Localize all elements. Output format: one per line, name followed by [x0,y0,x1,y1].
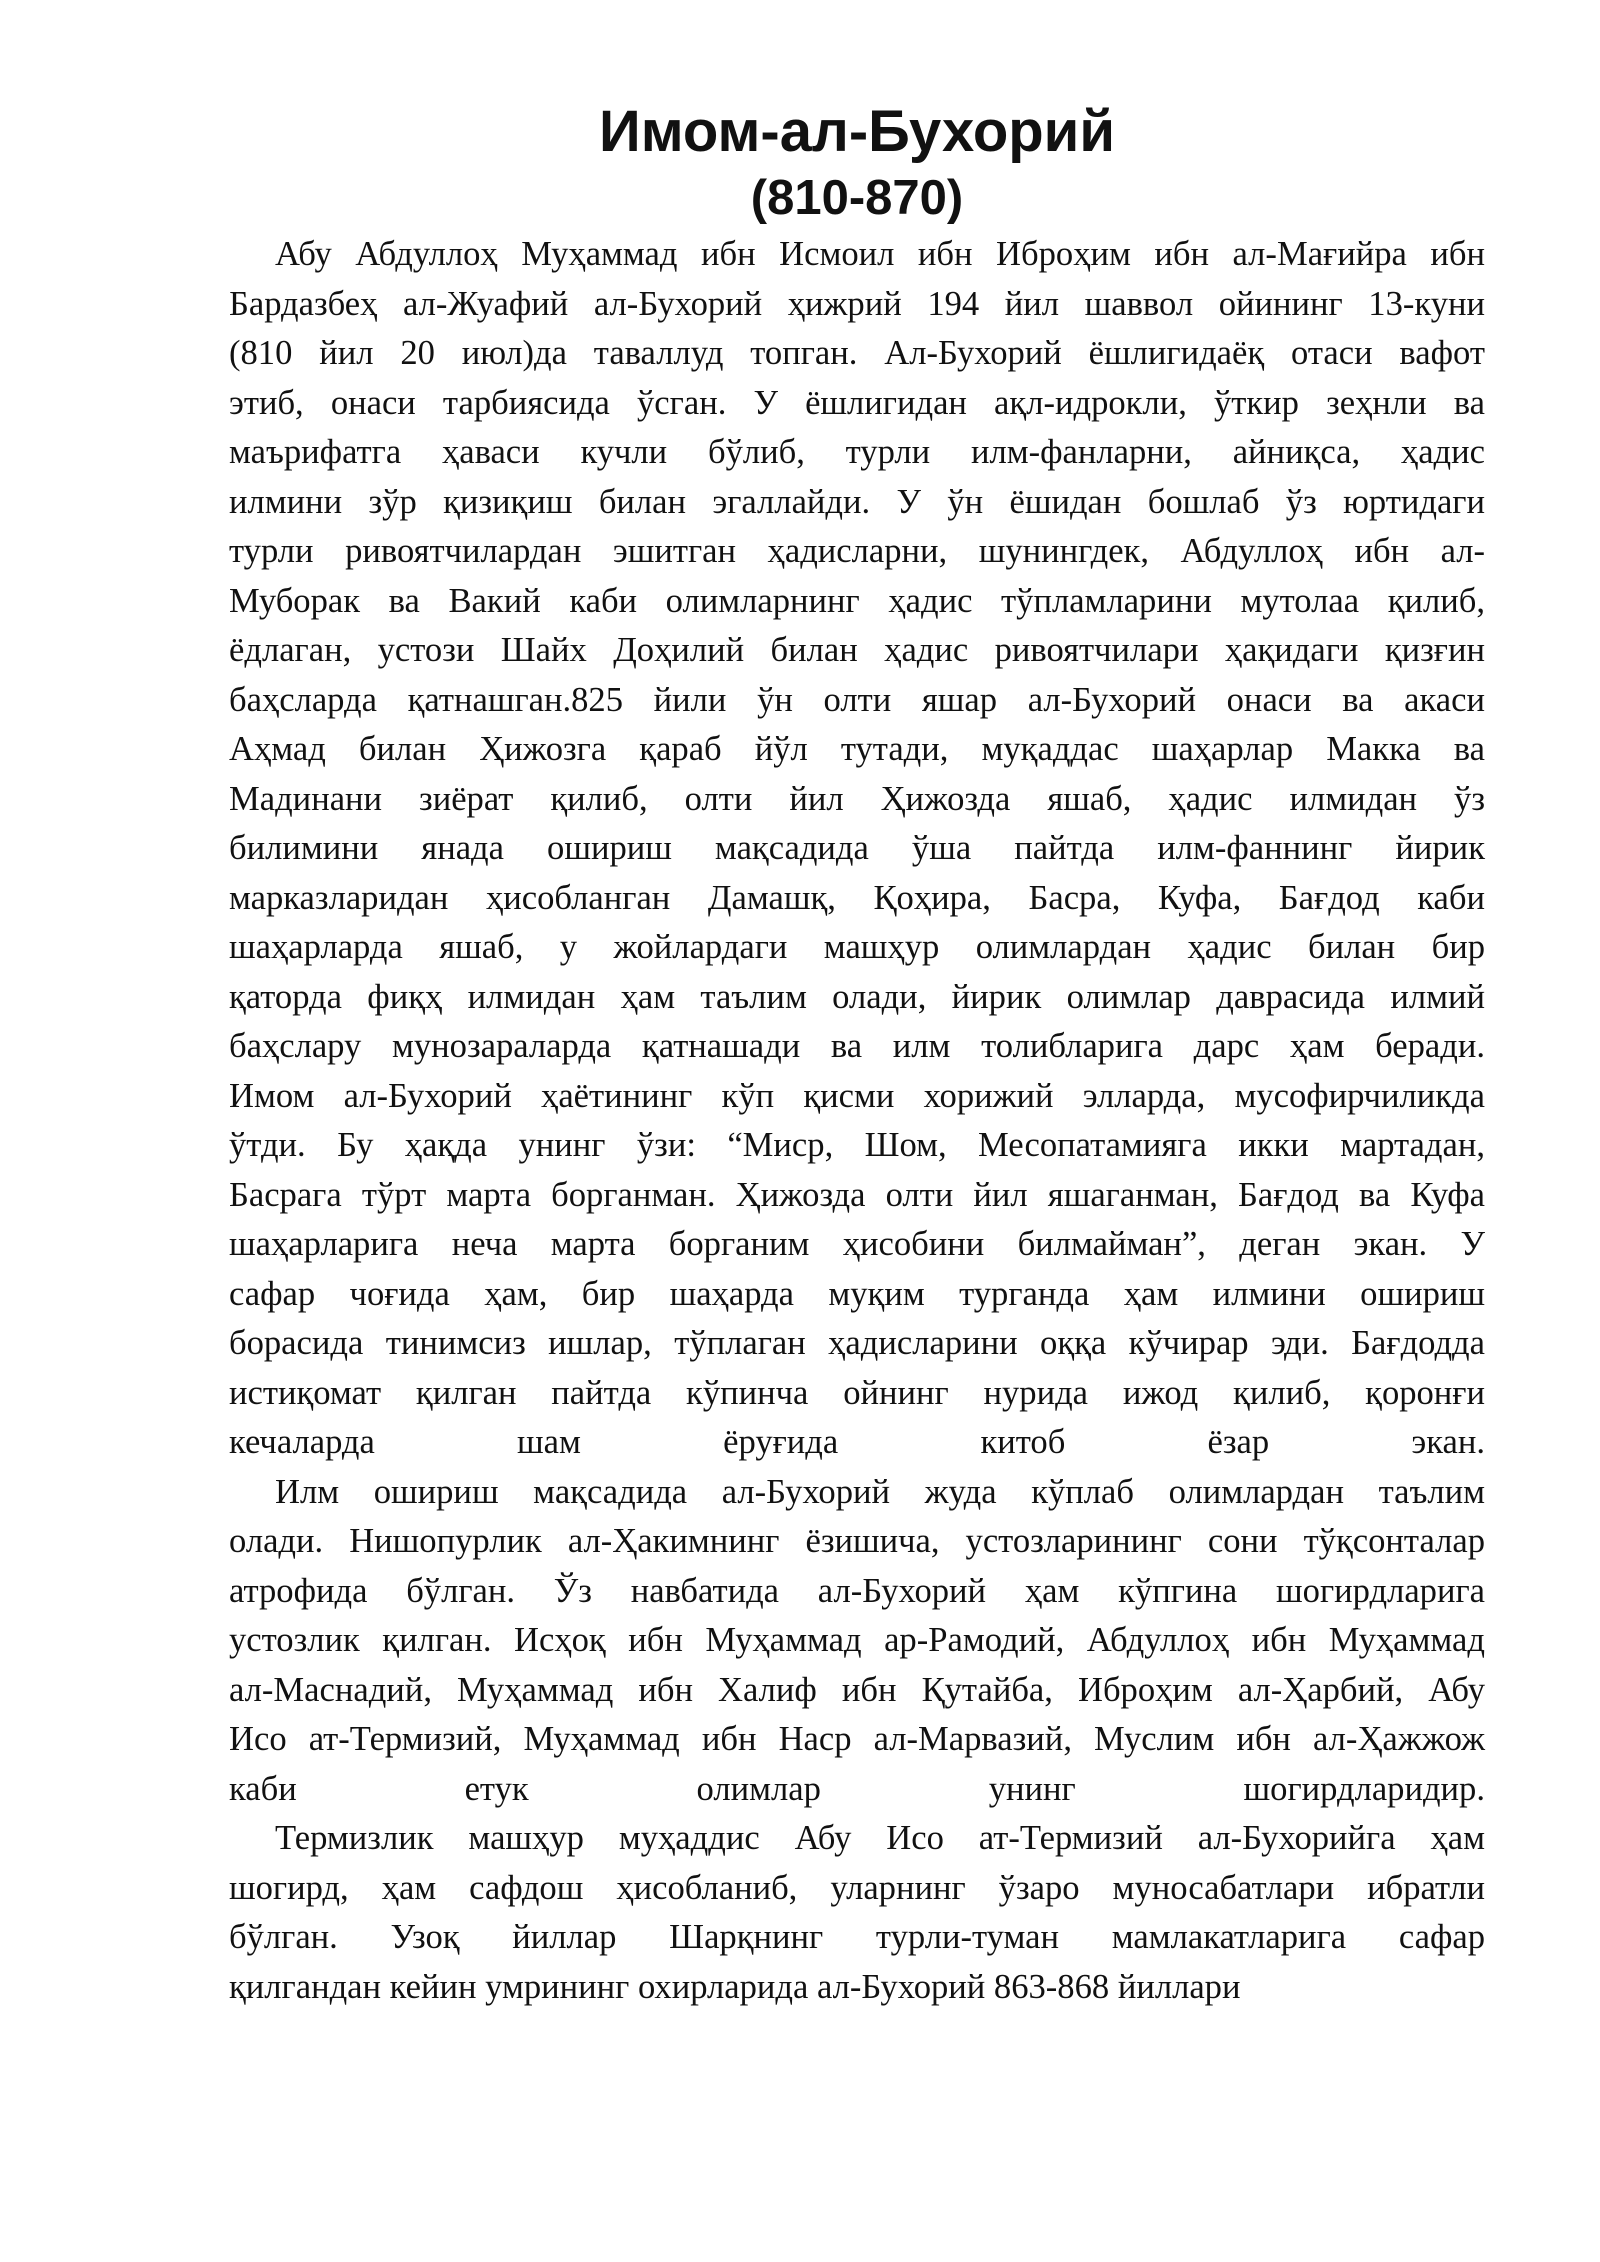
text-line [229,1369,1485,1419]
text-line [229,329,1485,379]
text-line-content: Бардазбеҳ ал-Жуафий ал-Бухорий ҳижрий 194 йил шаввол ойининг 13-куни [229,284,1485,323]
text-line [229,874,1485,924]
text-line [229,1220,1485,1270]
text-line-content: Мадинани зиёрат қилиб, олти йил Ҳижозда яшаб, ҳадис илмидан ўз [229,779,1485,818]
text-line [229,1814,1485,1864]
text-line [229,973,1485,1023]
paragraph [229,230,1485,1468]
text-line [229,1072,1485,1122]
text-line-content: қаторда фиқҳ илмидан ҳам таълим олади, йирик олимлар даврасида илмий [229,977,1485,1016]
text-line [229,1864,1485,1914]
text-line-content: Имом ал-Бухорий ҳаётининг кўп қисми хорижий элларда, мусофирчиликда [229,1076,1485,1115]
text-line [229,1666,1485,1716]
text-line-content: борасида тинимсиз ишлар, тўплаган ҳадисларини оққа кўчирар эди. Бағдодда [229,1324,1485,1362]
text-line-content: кечаларда шам ёруғида китоб ёзар экан. [229,1423,1485,1461]
text-line-content: шаҳарларда яшаб, у жойлардаги машҳур олимлардан ҳадис билан бир [229,928,1485,966]
text-line-content: турли ривоятчилардан эшитган ҳадисларни, шунингдек, Абдуллоҳ ибн ал- [229,532,1485,570]
paragraph [229,1814,1485,2012]
text-line-content: сафар чоғида ҳам, бир шаҳарда муқим турганда ҳам илмини ошириш [229,1274,1485,1313]
text-line-content: ёдлаган, устози Шайх Доҳилий билан ҳадис ривоятчилари ҳақидаги қизғин [229,631,1485,669]
text-line-content: Илм ошириш мақсадида ал-Бухорий жуда кўплаб олимлардан таълим [275,1472,1485,1511]
text-line [229,1517,1485,1567]
text-line-content: каби етук олимлар унинг шогирдларидир. [229,1769,1485,1808]
text-line-content: маърифатга ҳаваси кучли бўлиб, турли илм-фанларни, айниқса, ҳадис [229,433,1485,471]
text-line-content: баҳслару мунозараларда қатнашади ва илм толибларига дарс ҳам беради. [229,1027,1485,1065]
text-line [229,230,1485,280]
text-line-content: ал-Маснадий, Муҳаммад ибн Халиф ибн Қутайба, Иброҳим ал-Ҳарбий, Абу [229,1670,1485,1709]
text-line [229,676,1485,726]
paragraph [229,1468,1485,1815]
text-line [229,824,1485,874]
text-line [229,1567,1485,1617]
text-line-content: устозлик қилган. Исҳоқ ибн Муҳаммад ар-Рамодий, Абдуллоҳ ибн Муҳаммад [229,1621,1485,1659]
document-body [229,230,1485,2012]
text-line [229,1319,1485,1369]
document-title: Имом-ал-Бухорий [599,99,1115,164]
text-line [229,1468,1485,1518]
text-line-content: билимини янада ошириш мақсадида ўша пайтда илм-фаннинг йирик [229,829,1485,867]
text-line-content: қилгандан кейин умрининг охирларида ал-Бухорий 863-868 йиллари [229,1967,1241,2006]
text-line-content: баҳсларда қатнашган.825 йили ўн олти яшар ал-Бухорий онаси ва акаси [229,680,1485,719]
document-page [229,96,1485,2012]
text-line-content: илмини зўр қизиқиш билан эгаллайди. У ўн ёшидан бошлаб ўз юртидаги [229,482,1485,521]
text-line [229,428,1485,478]
text-line-content: бўлган. Узоқ йиллар Шарқнинг турли-туман мамлакатларига сафар [229,1918,1485,1956]
text-line-content: Басрага тўрт марта борганман. Ҳижозда олти йил яшаганман, Бағдод ва Куфа [229,1175,1485,1214]
text-line-content: Абу Абдуллоҳ Муҳаммад ибн Исмоил ибн Иброҳим ибн ал-Мағийра ибн [275,235,1485,273]
text-line-content: олади. Нишопурлик ал-Ҳакимнинг ёзишича, устозларининг сони тўқсонталар [229,1522,1485,1560]
text-line [229,1418,1485,1468]
text-line [229,1171,1485,1221]
text-line [229,1121,1485,1171]
text-line [229,1616,1485,1666]
text-line-content: Муборак ва Вакий каби олимларнинг ҳадис тўпламларини мутолаа қилиб, [229,581,1485,620]
text-line-content: Исо ат-Термизий, Муҳаммад ибн Наср ал-Марвазий, Муслим ибн ал-Ҳажжож [229,1720,1485,1758]
document-dates: (810-870) [750,171,964,225]
text-line [229,626,1485,676]
text-line-content: Термизлик машҳур муҳаддис Абу Исо ат-Термизий ал-Бухорийга ҳам [275,1819,1485,1857]
text-line [229,725,1485,775]
text-line-content: Аҳмад билан Ҳижозга қараб йўл тутади, муқаддас шаҳарлар Макка ва [229,730,1485,768]
text-line-content: шогирд, ҳам сафдош ҳисобланиб, уларнинг ўзаро муносабатлари ибратли [229,1868,1485,1907]
text-line [229,1270,1485,1320]
text-line-content: этиб, онаси тарбиясида ўсган. У ёшлигидан ақл-идрокли, ўткир зеҳнли ва [229,383,1485,422]
text-line [229,379,1485,429]
text-line [229,923,1485,973]
text-line [229,1022,1485,1072]
text-line [229,1765,1485,1815]
text-line [229,1913,1485,1963]
text-line [229,577,1485,627]
text-line [229,478,1485,528]
text-line [229,280,1485,330]
text-line [229,1963,1485,2013]
text-line [229,775,1485,825]
text-line [229,1715,1485,1765]
text-line-content: шаҳарларига неча марта борганим ҳисобини билмайман”, деган экан. У [229,1225,1485,1263]
text-line-content: (810 йил 20 июл)да таваллуд топган. Ал-Бухорий ёшлигидаёқ отаси вафот [229,334,1485,372]
text-line-content: истиқомат қилган пайтда кўпинча ойнинг нурида ижод қилиб, қоронғи [229,1373,1485,1412]
text-line-content: атрофида бўлган. Ўз навбатида ал-Бухорий ҳам кўпгина шогирдларига [229,1571,1485,1610]
text-line [229,527,1485,577]
text-line-content: ўтди. Бу ҳақда унинг ўзи: “Миср, Шом, Месопатамияга икки мартадан, [229,1126,1485,1164]
text-line-content: марказларидан ҳисобланган Дамашқ, Қоҳира, Басра, Куфа, Бағдод каби [229,878,1485,917]
